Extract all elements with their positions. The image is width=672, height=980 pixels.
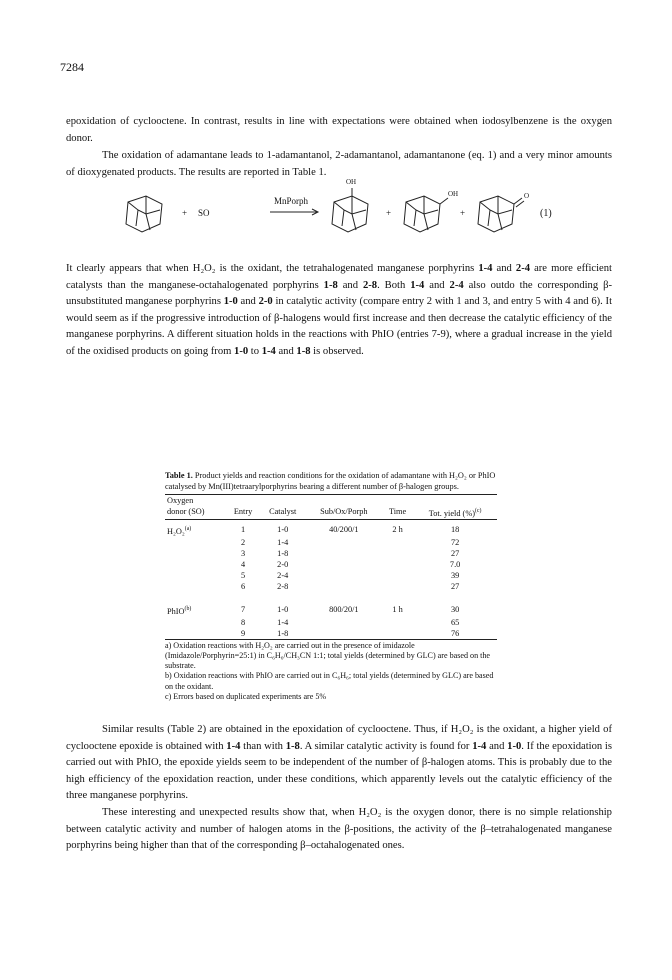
column-header-catalyst: Catalyst: [260, 506, 306, 519]
2-adamantanol-structure: [404, 196, 448, 232]
column-header-ratio: Sub/Ox/Porph: [306, 506, 382, 519]
ketone-oxygen-label: O: [524, 192, 530, 200]
footnote-b: b) Oxidation reactions with PhIO are carried out in C₆H₆; total yields (determined by GLC) are based on the oxidant.: [165, 671, 494, 691]
footnote-a: a) Oxidation reactions with H₂O₂ are carried out in the presence of imidazole (Imidazole/Porphyrin=25:1) in C₆H₆/CH₃CN 1:1; total yields (determined by GLC) are based on the substrate.: [165, 640, 491, 671]
plus-sign: +: [460, 208, 466, 218]
page-number: 7284: [60, 60, 84, 74]
column-header-yield: Tot. yield (%)$^{(c)}$: [413, 506, 497, 519]
adamantanone-structure: [478, 196, 524, 232]
adamantane-structure: [126, 196, 162, 232]
paragraph-5: These interesting and unexpected results show that, when H₂O₂ is the oxygen donor, there is no simple relationship between catalytic activity and number of halogen atoms in the β-positions, the activity of the β–tetrahalogenated manganese porphyrins being higher than that of the corresponding β–octahalogenated ones.: [66, 807, 612, 852]
reaction-scheme: [120, 178, 580, 246]
reaction-scheme-drawing: [120, 186, 580, 246]
table-row: 3 1-8 27: [240, 549, 460, 559]
table-row: 6 2-8 27: [240, 582, 460, 592]
1-adamantanol-structure: [332, 188, 368, 232]
table-row: 5 2-4 39: [240, 571, 460, 581]
column-header-oxygen: Oxygen: [165, 495, 497, 507]
hydroxyl-label: OH: [346, 178, 357, 186]
table-row: PhIO$^{(b)}$ 7 1-0 800/20/1 1 h 30: [167, 605, 460, 616]
paragraph-3: It clearly appears that when H₂O₂ is the oxidant, the tetrahalogenated manganese porphyrins 1-4 and 2-4 are more efficient catalysts than the manganese-octahalogenated porphyrins 1-8 and 2-8. Both 1-4 and 2-4 also outdo the corresponding β-unsubstituted manganese porphyrins 1-0 and 2-0 in catalytic activity (compare entry 2 with 1 and 3, and entry 5 with 4 and 6). It would seem as if the progressive introduction of β-halogens would first increase and then decrease the catalytic efficiency of the manganese porphyrins. A different situation holds in the reactions with PhIO (entries 7-9), where a gradual increase in the yield of the oxidised products on going from 1-0 to 1-4 and 1-8 is observed.: [66, 263, 613, 357]
plus-sign: +: [386, 208, 392, 218]
table-row: 2 1-4 72: [240, 538, 460, 548]
paragraph-4: Similar results (Table 2) are obtained in the epoxidation of cyclooctene. Thus, if H₂O₂ is the oxidant, a higher yield of cyclooctene epoxide is obtained with 1-4 than with 1-8. A similar catalytic activity is found for 1-4 and 1-0. If the epoxidation is carried out with PhIO, the epoxide yields seem to be independent of the number of β-halogen atoms. This is probably due to the high efficiency of the epoxidation reaction, under these conditions, which apparently levels out the catalytic efficiency of the three manganese porphyrins.: [66, 724, 612, 802]
table-row: 4 2-0 7.0: [240, 560, 461, 570]
table-1: [165, 470, 497, 702]
column-header-time: Time: [382, 506, 413, 519]
results-table: [165, 494, 497, 640]
column-header-donor: donor (SO): [165, 506, 226, 519]
table-row: H₂O₂$^{(a)}$ 1 1-0 40/200/1 2 h 18: [167, 525, 460, 537]
hydroxyl-label: OH: [448, 190, 459, 198]
table-row: 8 1-4 65: [240, 617, 460, 627]
table-caption: Table 1. Product yields and reaction conditions for the oxidation of adamantane with H₂O₂ or PhIO catalysed by Mn(III)tetraarylporphyrins bearing a different number of β-halogen groups.: [165, 471, 496, 491]
table-footnotes: [165, 641, 497, 702]
plus-sign: +: [182, 208, 188, 218]
table-row: 9 1-8 76: [165, 628, 497, 640]
paragraph-1: epoxidation of cyclooctene. In contrast, results in line with expectations were obtained when iodosylbenzene is the oxygen donor.: [66, 116, 612, 144]
catalyst-label: MnPorph: [274, 196, 309, 206]
equation-number: (1): [540, 208, 552, 219]
footnote-c: c) Errors based on duplicated experiments are 5%: [165, 691, 327, 701]
oxygen-donor-label: SO: [198, 208, 210, 218]
column-header-entry: Entry: [226, 506, 259, 519]
paragraph-2: The oxidation of adamantane leads to 1-adamantanol, 2-adamantanol, adamantanone (eq. 1) and a very minor amounts of dioxygenated products. The results are reported in Table 1.: [66, 150, 612, 178]
